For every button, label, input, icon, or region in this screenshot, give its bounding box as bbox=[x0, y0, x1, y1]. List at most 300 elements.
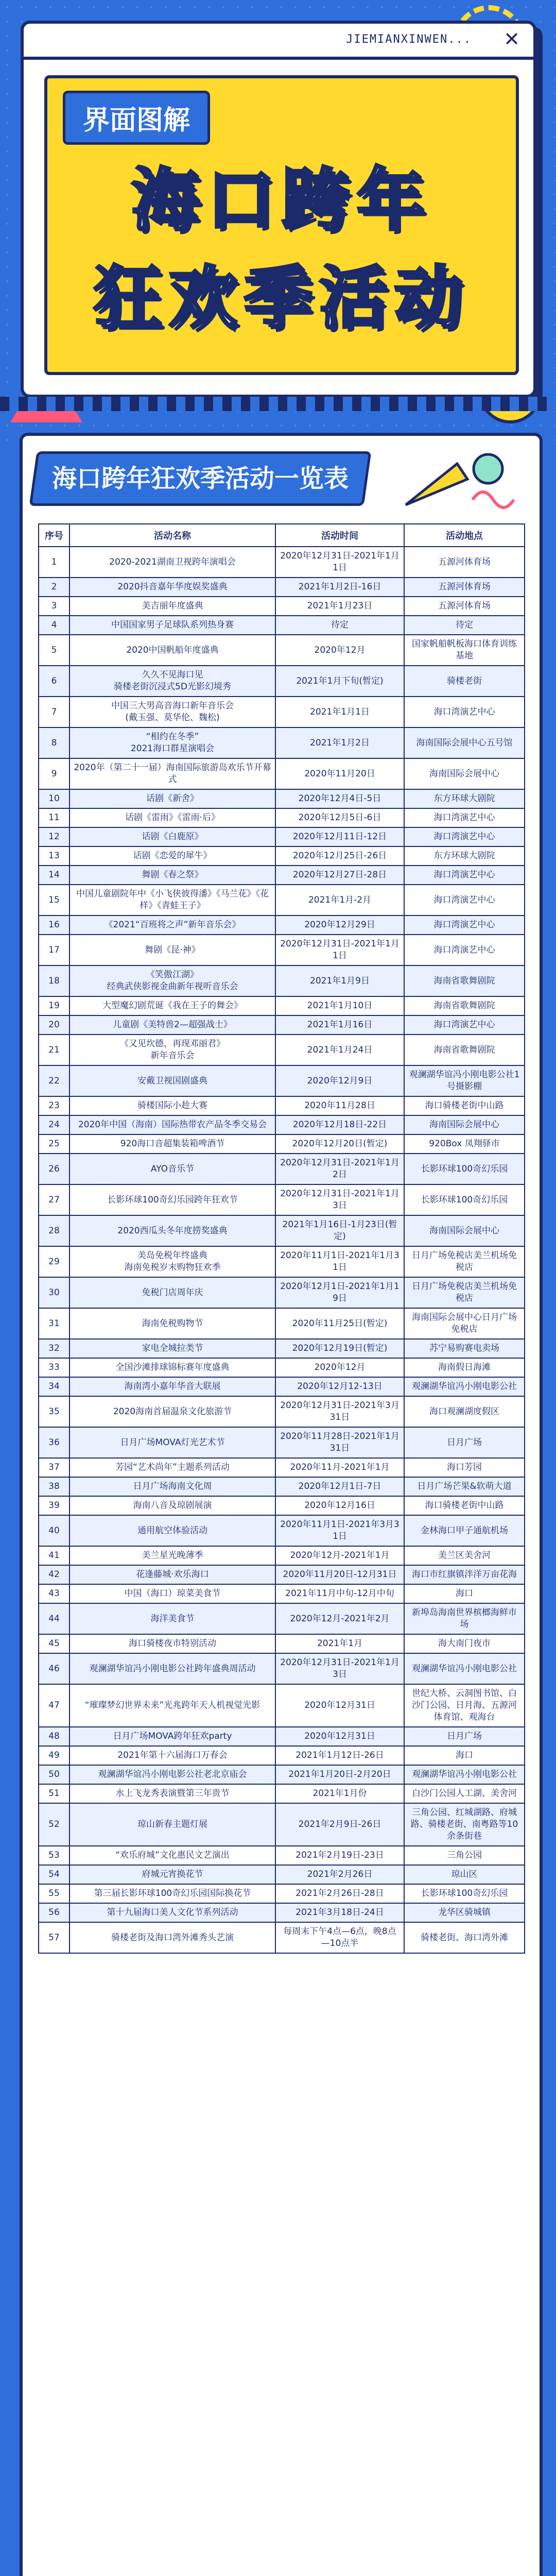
cell-activity-name: 2020-2021湖南卫视跨年演唱会 bbox=[70, 547, 275, 578]
cell-activity-location: 海口市红旗镇泮洋万亩花海 bbox=[404, 1565, 525, 1584]
cell-activity-name: 儿童剧《美特兽2—超强战士》 bbox=[70, 1015, 275, 1035]
cell-activity-location: 海口湾演艺中心 bbox=[404, 935, 525, 965]
stripe-divider bbox=[0, 397, 556, 411]
cell-index: 13 bbox=[39, 846, 70, 866]
cell-activity-name: 话剧《新舍》 bbox=[70, 789, 275, 808]
hero-banner bbox=[0, 0, 556, 443]
cell-activity-time: 2020年12月29日 bbox=[275, 916, 404, 935]
cell-activity-time: 2020年12月31日-2021年1月1日 bbox=[275, 935, 404, 965]
cell-activity-location: 金林海口甲子通航机场 bbox=[404, 1515, 525, 1546]
cell-activity-name: 《又见坎德，再现邓丽君》 新年音乐会 bbox=[70, 1035, 275, 1065]
cell-index: 8 bbox=[39, 727, 70, 758]
cell-activity-location: 龙华区骑城镇 bbox=[404, 1903, 525, 1922]
cell-index: 43 bbox=[39, 1584, 70, 1603]
cell-index: 52 bbox=[39, 1803, 70, 1846]
table-row bbox=[39, 1035, 525, 1065]
cell-index: 44 bbox=[39, 1603, 70, 1634]
table-row bbox=[39, 1727, 525, 1746]
cell-index: 48 bbox=[39, 1727, 70, 1746]
cell-activity-time: 待定 bbox=[275, 616, 404, 635]
cell-activity-time: 2021年1月1日 bbox=[275, 697, 404, 727]
cell-activity-name: 日月广场MOVA灯光艺术节 bbox=[70, 1427, 275, 1458]
cell-activity-time: 2020年12月5日-6日 bbox=[275, 808, 404, 827]
table-row bbox=[39, 1096, 525, 1115]
cell-activity-time: 2021年2月26日-28日 bbox=[275, 1884, 404, 1903]
cell-activity-location: 海南省歌舞剧院 bbox=[404, 965, 525, 996]
cell-activity-location: 海南国际会展中心 bbox=[404, 1115, 525, 1134]
table-row bbox=[39, 1846, 525, 1865]
cell-activity-name: 《2021“百班将之声”新年音乐会》 bbox=[70, 916, 275, 935]
table-row bbox=[39, 885, 525, 916]
table-row bbox=[39, 1634, 525, 1653]
cell-activity-name: 安戴卫视国剧盛典 bbox=[70, 1065, 275, 1096]
cell-activity-name: 920海口音超集装箱啤酒节 bbox=[70, 1134, 275, 1154]
cell-activity-location: 海口湾演艺中心 bbox=[404, 827, 525, 846]
cell-activity-time: 2020年12月 bbox=[275, 635, 404, 666]
cell-activity-time: 2020年12月31日-2021年3月31日 bbox=[275, 1396, 404, 1427]
cell-activity-time: 每周末下午4点—6点，晚8点—10点半 bbox=[275, 1922, 404, 1953]
table-row bbox=[39, 635, 525, 666]
cell-activity-location: 东方环球大剧院 bbox=[404, 846, 525, 866]
cell-activity-time: 2020年11月1日-2021年1月31日 bbox=[275, 1246, 404, 1277]
cell-index: 19 bbox=[39, 996, 70, 1015]
cell-activity-time: 2021年1月9日 bbox=[275, 965, 404, 996]
cell-activity-time: 2020年12月31日-2021年1月3日 bbox=[275, 1653, 404, 1684]
cell-activity-location: 日月广场免税店美兰机场免税店 bbox=[404, 1246, 525, 1277]
cell-activity-name: 通用航空体验活动 bbox=[70, 1515, 275, 1546]
cell-index: 49 bbox=[39, 1746, 70, 1765]
cell-activity-time: 2021年1月16日-1月23日(暂定) bbox=[275, 1215, 404, 1246]
table-row bbox=[39, 1277, 525, 1308]
cell-activity-name: 2020西瓜头冬年度捞奖盛典 bbox=[70, 1215, 275, 1246]
cell-activity-location: 美兰区美舍河 bbox=[404, 1546, 525, 1565]
cell-activity-location: 海口湾演艺中心 bbox=[404, 1015, 525, 1035]
header-activity-name: 活动名称 bbox=[70, 524, 275, 547]
cell-activity-time: 2020年12月 bbox=[275, 1358, 404, 1377]
table-row bbox=[39, 808, 525, 827]
cell-index: 4 bbox=[39, 616, 70, 635]
cell-activity-location: 日月广场 bbox=[404, 1727, 525, 1746]
cell-activity-time: 2021年1月下旬(暂定) bbox=[275, 666, 404, 697]
cell-activity-location: 海口湾演艺中心 bbox=[404, 885, 525, 916]
cell-activity-name: 骑楼老街及海口湾外滩秀头艺演 bbox=[70, 1922, 275, 1953]
table-row bbox=[39, 916, 525, 935]
cell-index: 7 bbox=[39, 697, 70, 727]
cell-activity-location: 日月广场 bbox=[404, 1427, 525, 1458]
header-activity-location: 活动地点 bbox=[404, 524, 525, 547]
cell-activity-location: 海南国际会展中心 bbox=[404, 1215, 525, 1246]
cell-index: 31 bbox=[39, 1308, 70, 1339]
hero-title-line2: 狂欢季活动 bbox=[94, 259, 470, 338]
cell-index: 18 bbox=[39, 965, 70, 996]
header-activity-time: 活动时间 bbox=[275, 524, 404, 547]
cell-activity-name: AYO音乐节 bbox=[70, 1154, 275, 1184]
cell-activity-time: 2021年1月12日-26日 bbox=[275, 1746, 404, 1765]
table-row bbox=[39, 846, 525, 866]
table-row bbox=[39, 758, 525, 789]
cell-index: 40 bbox=[39, 1515, 70, 1546]
header-index: 序号 bbox=[39, 524, 70, 547]
card-title: 海口跨年狂欢季活动一览表 bbox=[51, 464, 349, 493]
cell-activity-time: 2020年12月25日-26日 bbox=[275, 846, 404, 866]
hero-title-panel bbox=[44, 75, 519, 375]
cell-activity-name: 中国国家男子足球队系列热身赛 bbox=[70, 616, 275, 635]
table-row bbox=[39, 1922, 525, 1953]
table-row bbox=[39, 1154, 525, 1184]
cell-activity-location: 海南假日海滩 bbox=[404, 1358, 525, 1377]
cell-index: 14 bbox=[39, 866, 70, 885]
cell-index: 30 bbox=[39, 1277, 70, 1308]
table-row bbox=[39, 578, 525, 597]
cell-activity-time: 2020年12月1日-2021年1月19日 bbox=[275, 1277, 404, 1308]
table-row bbox=[39, 1396, 525, 1427]
cell-index: 9 bbox=[39, 758, 70, 789]
cell-activity-name: 芳园“艺术尚年”主题系列活动 bbox=[70, 1458, 275, 1477]
cell-activity-location: 海口 bbox=[404, 1746, 525, 1765]
cell-activity-time: 2021年2月9日-26日 bbox=[275, 1803, 404, 1846]
cell-activity-location: 日月广场免税店美兰机场免税店 bbox=[404, 1277, 525, 1308]
window-title-bar bbox=[24, 24, 533, 60]
table-row bbox=[39, 727, 525, 758]
cell-activity-time: 2020年12月31日 bbox=[275, 1727, 404, 1746]
card-title-banner bbox=[29, 451, 372, 506]
cell-activity-location: 观澜湖华谊冯小刚电影公社 bbox=[404, 1377, 525, 1396]
cell-activity-location: 三角公园 bbox=[404, 1846, 525, 1865]
table-row bbox=[39, 1215, 525, 1246]
table-row bbox=[39, 666, 525, 697]
schedule-card bbox=[20, 433, 543, 2576]
cell-index: 54 bbox=[39, 1865, 70, 1884]
cell-index: 6 bbox=[39, 666, 70, 697]
cell-activity-time: 2020年12月1日-7日 bbox=[275, 1477, 404, 1496]
cell-index: 27 bbox=[39, 1184, 70, 1215]
cell-index: 38 bbox=[39, 1477, 70, 1496]
cell-index: 45 bbox=[39, 1634, 70, 1653]
table-row bbox=[39, 996, 525, 1015]
cell-activity-time: 2021年1月2日-16日 bbox=[275, 578, 404, 597]
cell-activity-name: 骑楼国际小趁大赛 bbox=[70, 1096, 275, 1115]
table-header-row bbox=[39, 524, 525, 547]
cell-index: 23 bbox=[39, 1096, 70, 1115]
cell-activity-time: 2020年12月31日 bbox=[275, 1684, 404, 1727]
table-row bbox=[39, 1903, 525, 1922]
cell-activity-name: 观澜湖华谊冯小刚电影公社跨年盛典周活动 bbox=[70, 1653, 275, 1684]
cell-activity-location: 海口 bbox=[404, 1584, 525, 1603]
table-row bbox=[39, 1803, 525, 1846]
cell-activity-name: 舞剧《春之祭》 bbox=[70, 866, 275, 885]
cell-index: 5 bbox=[39, 635, 70, 666]
cell-index: 17 bbox=[39, 935, 70, 965]
cell-activity-name: 美岛免税年终盛典 海南免税岁末购物狂欢季 bbox=[70, 1246, 275, 1277]
cell-activity-location: 观澜湖华谊冯小刚电影公社1号摄影棚 bbox=[404, 1065, 525, 1096]
table-row bbox=[39, 1377, 525, 1396]
cell-index: 1 bbox=[39, 547, 70, 578]
cell-activity-name: 海洋美食节 bbox=[70, 1603, 275, 1634]
cell-activity-name: 中国三大男高音海口新年音乐会 (戴玉强、莫华伦、魏松) bbox=[70, 697, 275, 727]
cell-index: 24 bbox=[39, 1115, 70, 1134]
table-row bbox=[39, 1653, 525, 1684]
cell-activity-location: 海口骑楼老街中山路 bbox=[404, 1096, 525, 1115]
table-row bbox=[39, 616, 525, 635]
cell-index: 25 bbox=[39, 1134, 70, 1154]
cell-activity-name: 观澜湖华谊冯小刚电影公社老北京庙会 bbox=[70, 1765, 275, 1784]
cell-index: 51 bbox=[39, 1784, 70, 1803]
cell-activity-time: 2020年11月28日 bbox=[275, 1096, 404, 1115]
table-row bbox=[39, 866, 525, 885]
table-row bbox=[39, 1584, 525, 1603]
cell-index: 39 bbox=[39, 1496, 70, 1515]
cell-activity-name: 免税门店周年庆 bbox=[70, 1277, 275, 1308]
cell-index: 20 bbox=[39, 1015, 70, 1035]
cell-activity-time: 2020年11月20日-12月31日 bbox=[275, 1565, 404, 1584]
close-x-icon: ✕ bbox=[503, 28, 520, 50]
cell-activity-time: 2021年1月-2月 bbox=[275, 885, 404, 916]
table-row bbox=[39, 965, 525, 996]
cell-activity-location: 琼山区 bbox=[404, 1865, 525, 1884]
cell-activity-time: 2020年11月28日-2021年1月31日 bbox=[275, 1427, 404, 1458]
cell-activity-name: 中国（海口）琼菜美食节 bbox=[70, 1584, 275, 1603]
cell-activity-time: 2020年12月4日-5日 bbox=[275, 789, 404, 808]
cell-activity-time: 2020年11月25日(暂定) bbox=[275, 1308, 404, 1339]
cell-activity-time: 2021年11月中旬-12月中旬 bbox=[275, 1584, 404, 1603]
cell-activity-time: 2020年12月18日-22日 bbox=[275, 1115, 404, 1134]
party-horn-decoration bbox=[395, 443, 519, 515]
cell-activity-name: 长影环球100奇幻乐园跨年狂欢节 bbox=[70, 1184, 275, 1215]
cell-activity-time: 2020年12月-2021年2月 bbox=[275, 1603, 404, 1634]
cell-activity-time: 2021年1月16日 bbox=[275, 1015, 404, 1035]
table-row bbox=[39, 1134, 525, 1154]
cell-activity-name: 中国儿童剧院年中《小飞侠彼得潘》《马兰花》《花样》《青蛙王子》 bbox=[70, 885, 275, 916]
cell-activity-time: 2021年1月10日 bbox=[275, 996, 404, 1015]
table-row bbox=[39, 1603, 525, 1634]
table-row bbox=[39, 1746, 525, 1765]
table-row bbox=[39, 1184, 525, 1215]
cell-activity-name: “相约在冬季” 2021海口群星演唱会 bbox=[70, 727, 275, 758]
cell-activity-name: 水上飞龙秀表演暨第三年贵节 bbox=[70, 1784, 275, 1803]
cell-index: 34 bbox=[39, 1377, 70, 1396]
table-row bbox=[39, 1865, 525, 1884]
cell-activity-time: 2021年2月19日-23日 bbox=[275, 1846, 404, 1865]
cell-activity-name: 2021年第十六届海口万春会 bbox=[70, 1746, 275, 1765]
cell-index: 33 bbox=[39, 1358, 70, 1377]
cell-activity-name: 海南八音及琼剧展演 bbox=[70, 1496, 275, 1515]
cell-activity-name: 日月广场海南文化周 bbox=[70, 1477, 275, 1496]
cell-activity-name: 第三届长影环球100奇幻乐园国际换花节 bbox=[70, 1884, 275, 1903]
cell-activity-location: 五源河体育场 bbox=[404, 547, 525, 578]
cell-activity-name: 大型魔幻剧荒诞《我在王子的舞会》 bbox=[70, 996, 275, 1015]
table-row bbox=[39, 1115, 525, 1134]
cell-index: 10 bbox=[39, 789, 70, 808]
table-row bbox=[39, 1246, 525, 1277]
cell-activity-name: 第十九届海口美人文化节系列活动 bbox=[70, 1903, 275, 1922]
cell-activity-location: 骑楼老街、海口湾外滩 bbox=[404, 1922, 525, 1953]
cell-activity-time: 2021年1月24日 bbox=[275, 1035, 404, 1065]
cell-activity-location: 骑楼老街 bbox=[404, 666, 525, 697]
jiemian-tujie-badge: 界面图解 bbox=[63, 91, 210, 145]
cell-activity-location: 苏宁易购赛电卖场 bbox=[404, 1339, 525, 1358]
cell-activity-name: 花逢藤城·欢乐海口 bbox=[70, 1565, 275, 1584]
cell-index: 11 bbox=[39, 808, 70, 827]
cell-activity-time: 2021年3月18日-24日 bbox=[275, 1903, 404, 1922]
cell-activity-location: 920Box 凤翔驿市 bbox=[404, 1134, 525, 1154]
cell-activity-location: 长影环球100奇幻乐园 bbox=[404, 1154, 525, 1184]
cell-activity-time: 2020年12月31日-2021年1月3日 bbox=[275, 1184, 404, 1215]
table-row bbox=[39, 1308, 525, 1339]
table-row bbox=[39, 1765, 525, 1784]
cell-activity-name: “欢乐府城”文化惠民文艺演出 bbox=[70, 1846, 275, 1865]
activity-table bbox=[38, 523, 525, 1954]
cell-index: 26 bbox=[39, 1154, 70, 1184]
table-row bbox=[39, 935, 525, 965]
cell-activity-name: “璀璨梦幻世界未来”光兆跨年天人机视觉光影 bbox=[70, 1684, 275, 1727]
cell-activity-location: 新埠岛海南世界槟榔海鲜市场 bbox=[404, 1603, 525, 1634]
cell-index: 2 bbox=[39, 578, 70, 597]
cell-index: 42 bbox=[39, 1565, 70, 1584]
cell-activity-location: 海口湾演艺中心 bbox=[404, 916, 525, 935]
cell-activity-time: 2020年12月16日 bbox=[275, 1496, 404, 1515]
cell-activity-time: 2020年12月20日(暂定) bbox=[275, 1134, 404, 1154]
cell-activity-location: 海大南门夜市 bbox=[404, 1634, 525, 1653]
cell-activity-time: 2020年12月27日-28日 bbox=[275, 866, 404, 885]
hero-title-line1: 海口跨年 bbox=[131, 161, 432, 240]
cell-index: 50 bbox=[39, 1765, 70, 1784]
table-row bbox=[39, 1477, 525, 1496]
cell-activity-name: 话剧《白鹿原》 bbox=[70, 827, 275, 846]
cell-activity-location: 五源河体育场 bbox=[404, 578, 525, 597]
cell-index: 57 bbox=[39, 1922, 70, 1953]
cell-index: 29 bbox=[39, 1246, 70, 1277]
cell-activity-location: 五源河体育场 bbox=[404, 597, 525, 616]
table-body bbox=[39, 547, 525, 1953]
cell-index: 55 bbox=[39, 1884, 70, 1903]
cell-activity-location: 国家帆船帆板海口体育训练基地 bbox=[404, 635, 525, 666]
cell-activity-name: 2020年（第二十一届）海南国际旅游岛欢乐节开幕式 bbox=[70, 758, 275, 789]
cell-index: 32 bbox=[39, 1339, 70, 1358]
cell-activity-name: 海南免税购物节 bbox=[70, 1308, 275, 1339]
cell-activity-location: 海南国际会展中心 bbox=[404, 758, 525, 789]
cell-activity-name: 日月广场MOVA跨年狂欢party bbox=[70, 1727, 275, 1746]
table-row bbox=[39, 1884, 525, 1903]
cell-activity-location: 日月广场芒果&软萌大道 bbox=[404, 1477, 525, 1496]
cell-index: 16 bbox=[39, 916, 70, 935]
cell-activity-location: 长影环球100奇幻乐园 bbox=[404, 1884, 525, 1903]
cell-activity-time: 2020年11月-2021年1月 bbox=[275, 1458, 404, 1477]
cell-activity-name: 舞剧《昆·神》 bbox=[70, 935, 275, 965]
table-row bbox=[39, 1015, 525, 1035]
cell-activity-location: 待定 bbox=[404, 616, 525, 635]
cell-index: 36 bbox=[39, 1427, 70, 1458]
cell-index: 37 bbox=[39, 1458, 70, 1477]
cell-activity-name: 府城元宵换花节 bbox=[70, 1865, 275, 1884]
cell-activity-location: 观澜湖华谊冯小刚电影公社 bbox=[404, 1765, 525, 1784]
cell-index: 3 bbox=[39, 597, 70, 616]
cell-activity-time: 2021年1月23日 bbox=[275, 597, 404, 616]
cell-activity-location: 观澜湖华谊冯小刚电影公社 bbox=[404, 1653, 525, 1684]
cell-index: 12 bbox=[39, 827, 70, 846]
cell-activity-name: 话剧《恋爱的犀牛》 bbox=[70, 846, 275, 866]
cell-activity-name: 海南湾小嘉年华音大联展 bbox=[70, 1377, 275, 1396]
browser-window-frame bbox=[21, 21, 536, 398]
cell-activity-time: 2020年11月1日-2021年3月31日 bbox=[275, 1515, 404, 1546]
cell-activity-time: 2020年12月-2021年1月 bbox=[275, 1546, 404, 1565]
cell-activity-name: 《笑傲江湖》 经典武侠影视金曲新年视听音乐会 bbox=[70, 965, 275, 996]
cell-activity-time: 2020年12月12-13日 bbox=[275, 1377, 404, 1396]
cell-activity-location: 长影环球100奇幻乐园 bbox=[404, 1184, 525, 1215]
table-row bbox=[39, 547, 525, 578]
cell-activity-time: 2020年11月20日 bbox=[275, 758, 404, 789]
cell-activity-time: 2020年12月9日 bbox=[275, 1065, 404, 1096]
table-row bbox=[39, 1339, 525, 1358]
table-row bbox=[39, 789, 525, 808]
table-row bbox=[39, 1458, 525, 1477]
cell-activity-location: 海口湾演艺中心 bbox=[404, 697, 525, 727]
cell-activity-time: 2021年1月份 bbox=[275, 1784, 404, 1803]
cell-activity-location: 海南国际会展中心五号馆 bbox=[404, 727, 525, 758]
table-row bbox=[39, 697, 525, 727]
cell-activity-name: 琼山新春主题灯展 bbox=[70, 1803, 275, 1846]
cell-index: 35 bbox=[39, 1396, 70, 1427]
cell-index: 47 bbox=[39, 1684, 70, 1727]
cell-activity-location: 东方环球大剧院 bbox=[404, 789, 525, 808]
cell-activity-name: 久久不见海口见 骑楼老街沉浸式5D光影幻境秀 bbox=[70, 666, 275, 697]
table-row bbox=[39, 1784, 525, 1803]
cell-activity-location: 海口骑楼老街中山路 bbox=[404, 1496, 525, 1515]
cell-index: 46 bbox=[39, 1653, 70, 1684]
cell-activity-name: 美兰星光晚薄季 bbox=[70, 1546, 275, 1565]
cell-activity-time: 2020年12月19日(暂定) bbox=[275, 1339, 404, 1358]
cell-activity-name: 海口骑楼夜市特别活动 bbox=[70, 1634, 275, 1653]
table-row bbox=[39, 1427, 525, 1458]
cell-activity-location: 世纪大桥、云洞图书馆、白沙门公园、日月海、五源河体育馆、观海台 bbox=[404, 1684, 525, 1727]
cell-activity-name: 2020抖音嘉年华度娱奖盛典 bbox=[70, 578, 275, 597]
cell-activity-name: 2020中国帆船年度盛典 bbox=[70, 635, 275, 666]
cell-activity-location: 海口湾演艺中心 bbox=[404, 866, 525, 885]
cell-activity-time: 2020年12月31日-2021年1月1日 bbox=[275, 547, 404, 578]
cell-index: 21 bbox=[39, 1035, 70, 1065]
cell-activity-time: 2021年1月20日-2月20日 bbox=[275, 1765, 404, 1784]
cell-activity-time: 2021年1月 bbox=[275, 1634, 404, 1653]
table-row bbox=[39, 1684, 525, 1727]
cell-activity-location: 三角公园、红城湖路、府城路、骑楼老街、南粤路等10余条街巷 bbox=[404, 1803, 525, 1846]
cell-activity-location: 海口芳园 bbox=[404, 1458, 525, 1477]
table-row bbox=[39, 1546, 525, 1565]
cell-activity-name: 2020海南首届温泉文化旅游节 bbox=[70, 1396, 275, 1427]
cell-index: 28 bbox=[39, 1215, 70, 1246]
table-row bbox=[39, 1065, 525, 1096]
cell-index: 15 bbox=[39, 885, 70, 916]
cell-index: 22 bbox=[39, 1065, 70, 1096]
cell-activity-time: 2021年1月2日 bbox=[275, 727, 404, 758]
cell-activity-time: 2020年12月31日-2021年1月2日 bbox=[275, 1154, 404, 1184]
cell-activity-location: 海南省歌舞剧院 bbox=[404, 996, 525, 1015]
cell-index: 41 bbox=[39, 1546, 70, 1565]
table-row bbox=[39, 1515, 525, 1546]
cell-activity-time: 2020年12月11日-12日 bbox=[275, 827, 404, 846]
cell-activity-name: 家电全城拉类节 bbox=[70, 1339, 275, 1358]
cell-activity-location: 海口观澜湖度假区 bbox=[404, 1396, 525, 1427]
table-row bbox=[39, 1358, 525, 1377]
cell-activity-location: 海南省歌舞剧院 bbox=[404, 1035, 525, 1065]
cell-activity-name: 2020年中国（海南）国际热带农产品冬季交易会 bbox=[70, 1115, 275, 1134]
cell-activity-location: 白沙门公园人工湖、美舍河 bbox=[404, 1784, 525, 1803]
table-row bbox=[39, 1496, 525, 1515]
cell-activity-location: 海南国际会展中心日月广场免税店 bbox=[404, 1308, 525, 1339]
cell-activity-time: 2021年2月26日 bbox=[275, 1865, 404, 1884]
table-row bbox=[39, 1565, 525, 1584]
table-row bbox=[39, 597, 525, 616]
cell-index: 53 bbox=[39, 1846, 70, 1865]
window-url-text: JIEMIANXINWEN... bbox=[346, 33, 472, 46]
